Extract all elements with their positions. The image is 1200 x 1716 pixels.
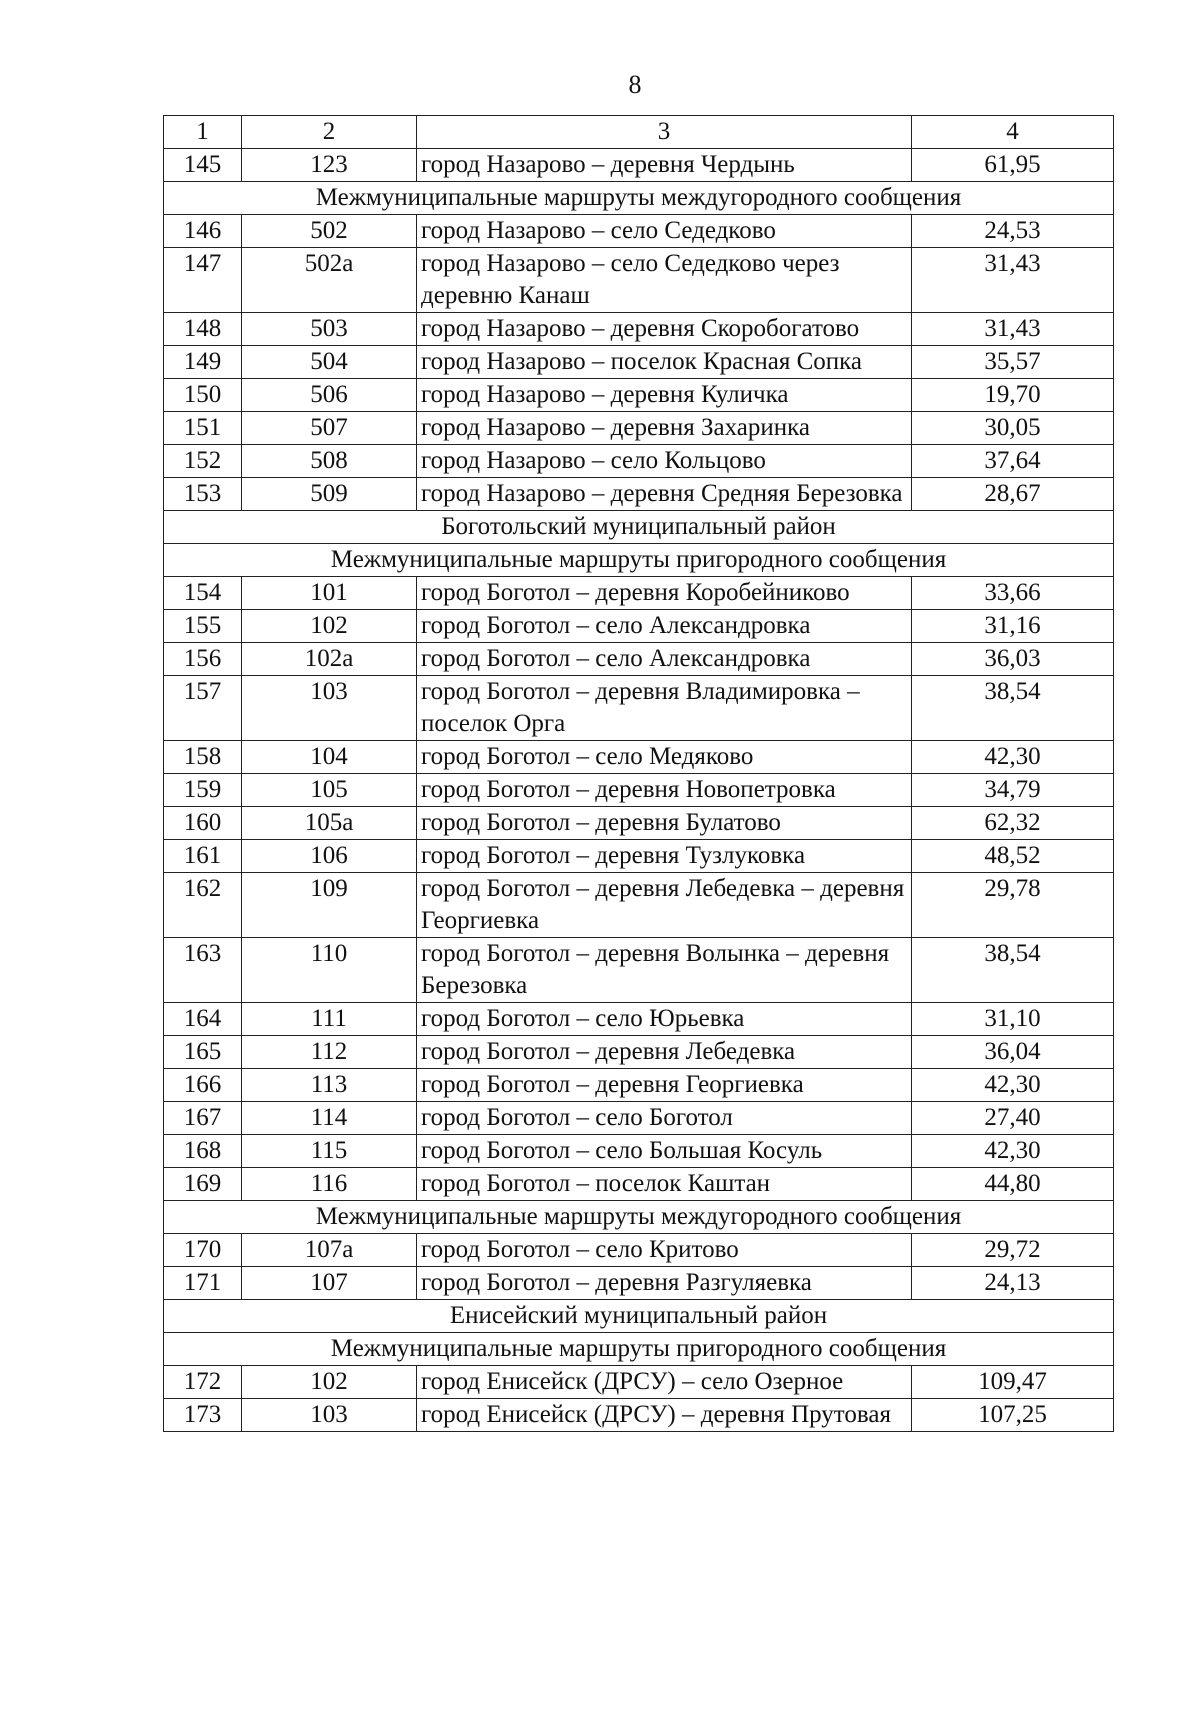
- table-row: [164, 412, 1114, 445]
- distance-cell: 33,66: [912, 577, 1114, 610]
- distance-cell: 31,43: [912, 248, 1114, 313]
- route-name-cell: город Боготол – село Александровка: [417, 643, 912, 676]
- route-name-cell: город Боготол – деревня Владимировка – поселок Орга: [417, 676, 912, 741]
- table-row: [164, 248, 1114, 313]
- route-name-cell: город Боготол – деревня Георгиевка: [417, 1069, 912, 1102]
- section-heading-row: [164, 544, 1114, 577]
- distance-cell: 19,70: [912, 379, 1114, 412]
- row-number-cell: 154: [164, 577, 242, 610]
- route-code-cell: 105: [242, 774, 417, 807]
- distance-cell: 36,04: [912, 1036, 1114, 1069]
- row-number-cell: 169: [164, 1168, 242, 1201]
- route-name-cell: город Боготол – деревня Волынка – деревня Березовка: [417, 938, 912, 1003]
- table-header-row: [164, 116, 1114, 149]
- route-name-cell: город Боготол – деревня Тузлуковка: [417, 840, 912, 873]
- row-number-cell: 172: [164, 1366, 242, 1399]
- table-row: [164, 1234, 1114, 1267]
- distance-cell: 34,79: [912, 774, 1114, 807]
- route-code-cell: 115: [242, 1135, 417, 1168]
- table-row: [164, 643, 1114, 676]
- distance-cell: 24,53: [912, 215, 1114, 248]
- route-code-cell: 116: [242, 1168, 417, 1201]
- table-row: [164, 346, 1114, 379]
- table-row: [164, 1036, 1114, 1069]
- distance-cell: 109,47: [912, 1366, 1114, 1399]
- row-number-cell: 155: [164, 610, 242, 643]
- route-name-cell: город Назарово – деревня Чердынь: [417, 149, 912, 182]
- distance-cell: 28,67: [912, 478, 1114, 511]
- distance-cell: 107,25: [912, 1399, 1114, 1432]
- route-name-cell: город Назарово – село Кольцово: [417, 445, 912, 478]
- route-name-cell: город Назарово – село Седедково: [417, 215, 912, 248]
- route-name-cell: город Назарово – деревня Средняя Березовка: [417, 478, 912, 511]
- distance-cell: 38,54: [912, 676, 1114, 741]
- row-number-cell: 150: [164, 379, 242, 412]
- row-number-cell: 145: [164, 149, 242, 182]
- table-row: [164, 478, 1114, 511]
- header-col-4: 4: [912, 116, 1114, 149]
- section-heading: Боготольский муниципальный район: [164, 511, 1114, 544]
- route-name-cell: город Назарово – деревня Куличка: [417, 379, 912, 412]
- route-name-cell: город Боготол – село Александровка: [417, 610, 912, 643]
- route-code-cell: 123: [242, 149, 417, 182]
- table-row: [164, 313, 1114, 346]
- table-row: [164, 577, 1114, 610]
- row-number-cell: 149: [164, 346, 242, 379]
- table-row: [164, 741, 1114, 774]
- route-code-cell: 507: [242, 412, 417, 445]
- distance-cell: 38,54: [912, 938, 1114, 1003]
- row-number-cell: 171: [164, 1267, 242, 1300]
- table-row: [164, 149, 1114, 182]
- route-code-cell: 107а: [242, 1234, 417, 1267]
- distance-cell: 29,78: [912, 873, 1114, 938]
- distance-cell: 42,30: [912, 741, 1114, 774]
- route-code-cell: 110: [242, 938, 417, 1003]
- row-number-cell: 152: [164, 445, 242, 478]
- row-number-cell: 151: [164, 412, 242, 445]
- distance-cell: 61,95: [912, 149, 1114, 182]
- routes-table-body: [164, 116, 1114, 1432]
- distance-cell: 35,57: [912, 346, 1114, 379]
- route-name-cell: город Боготол – деревня Разгуляевка: [417, 1267, 912, 1300]
- route-code-cell: 509: [242, 478, 417, 511]
- row-number-cell: 159: [164, 774, 242, 807]
- header-col-1: 1: [164, 116, 242, 149]
- route-name-cell: город Боготол – деревня Коробейниково: [417, 577, 912, 610]
- route-code-cell: 107: [242, 1267, 417, 1300]
- route-code-cell: 506: [242, 379, 417, 412]
- table-row: [164, 1399, 1114, 1432]
- route-name-cell: город Назарово – поселок Красная Сопка: [417, 346, 912, 379]
- distance-cell: 44,80: [912, 1168, 1114, 1201]
- distance-cell: 30,05: [912, 412, 1114, 445]
- table-row: [164, 1003, 1114, 1036]
- table-row: [164, 1069, 1114, 1102]
- section-heading-row: [164, 511, 1114, 544]
- section-heading: Межмуниципальные маршруты пригородного сообщения: [164, 544, 1114, 577]
- section-heading: Енисейский муниципальный район: [164, 1300, 1114, 1333]
- table-row: [164, 215, 1114, 248]
- route-code-cell: 102а: [242, 643, 417, 676]
- row-number-cell: 148: [164, 313, 242, 346]
- route-code-cell: 102: [242, 610, 417, 643]
- distance-cell: 31,43: [912, 313, 1114, 346]
- section-heading: Межмуниципальные маршруты междугородного сообщения: [164, 182, 1114, 215]
- table-row: [164, 840, 1114, 873]
- route-code-cell: 112: [242, 1036, 417, 1069]
- distance-cell: 62,32: [912, 807, 1114, 840]
- row-number-cell: 163: [164, 938, 242, 1003]
- header-col-3: 3: [417, 116, 912, 149]
- route-name-cell: город Боготол – деревня Булатово: [417, 807, 912, 840]
- route-code-cell: 106: [242, 840, 417, 873]
- route-code-cell: 102: [242, 1366, 417, 1399]
- row-number-cell: 170: [164, 1234, 242, 1267]
- section-heading: Межмуниципальные маршруты пригородного сообщения: [164, 1333, 1114, 1366]
- row-number-cell: 162: [164, 873, 242, 938]
- route-code-cell: 109: [242, 873, 417, 938]
- row-number-cell: 160: [164, 807, 242, 840]
- row-number-cell: 146: [164, 215, 242, 248]
- row-number-cell: 167: [164, 1102, 242, 1135]
- header-col-2: 2: [242, 116, 417, 149]
- route-code-cell: 504: [242, 346, 417, 379]
- route-name-cell: город Назарово – село Седедково через деревню Канаш: [417, 248, 912, 313]
- route-code-cell: 114: [242, 1102, 417, 1135]
- route-name-cell: город Назарово – деревня Скоробогатово: [417, 313, 912, 346]
- row-number-cell: 173: [164, 1399, 242, 1432]
- table-row: [164, 1366, 1114, 1399]
- distance-cell: 31,16: [912, 610, 1114, 643]
- row-number-cell: 158: [164, 741, 242, 774]
- table-row: [164, 445, 1114, 478]
- row-number-cell: 161: [164, 840, 242, 873]
- table-row: [164, 774, 1114, 807]
- section-heading-row: [164, 1300, 1114, 1333]
- section-heading-row: [164, 182, 1114, 215]
- table-row: [164, 610, 1114, 643]
- route-name-cell: город Боготол – село Большая Косуль: [417, 1135, 912, 1168]
- distance-cell: 48,52: [912, 840, 1114, 873]
- route-code-cell: 104: [242, 741, 417, 774]
- row-number-cell: 168: [164, 1135, 242, 1168]
- page-number: 8: [628, 70, 642, 99]
- table-row: [164, 807, 1114, 840]
- distance-cell: 27,40: [912, 1102, 1114, 1135]
- route-code-cell: 113: [242, 1069, 417, 1102]
- table-row: [164, 676, 1114, 741]
- row-number-cell: 157: [164, 676, 242, 741]
- route-name-cell: город Назарово – деревня Захаринка: [417, 412, 912, 445]
- row-number-cell: 147: [164, 248, 242, 313]
- row-number-cell: 156: [164, 643, 242, 676]
- route-name-cell: город Боготол – село Юрьевка: [417, 1003, 912, 1036]
- route-name-cell: город Боготол – село Боготол: [417, 1102, 912, 1135]
- route-name-cell: город Боготол – деревня Новопетровка: [417, 774, 912, 807]
- row-number-cell: 166: [164, 1069, 242, 1102]
- row-number-cell: 153: [164, 478, 242, 511]
- route-code-cell: 103: [242, 1399, 417, 1432]
- distance-cell: 29,72: [912, 1234, 1114, 1267]
- section-heading: Межмуниципальные маршруты междугородного сообщения: [164, 1201, 1114, 1234]
- section-heading-row: [164, 1333, 1114, 1366]
- route-name-cell: город Енисейск (ДРСУ) – деревня Прутовая: [417, 1399, 912, 1432]
- distance-cell: 31,10: [912, 1003, 1114, 1036]
- route-code-cell: 502: [242, 215, 417, 248]
- table-row: [164, 938, 1114, 1003]
- distance-cell: 37,64: [912, 445, 1114, 478]
- table-row: [164, 873, 1114, 938]
- distance-cell: 36,03: [912, 643, 1114, 676]
- route-name-cell: город Боготол – деревня Лебедевка – деревня Георгиевка: [417, 873, 912, 938]
- route-name-cell: город Енисейск (ДРСУ) – село Озерное: [417, 1366, 912, 1399]
- route-code-cell: 502а: [242, 248, 417, 313]
- route-code-cell: 103: [242, 676, 417, 741]
- route-name-cell: город Боготол – деревня Лебедевка: [417, 1036, 912, 1069]
- distance-cell: 42,30: [912, 1069, 1114, 1102]
- table-row: [164, 1267, 1114, 1300]
- route-code-cell: 101: [242, 577, 417, 610]
- route-name-cell: город Боготол – село Критово: [417, 1234, 912, 1267]
- route-name-cell: город Боготол – поселок Каштан: [417, 1168, 912, 1201]
- section-heading-row: [164, 1201, 1114, 1234]
- row-number-cell: 164: [164, 1003, 242, 1036]
- table-row: [164, 1135, 1114, 1168]
- table-row: [164, 1168, 1114, 1201]
- table-row: [164, 379, 1114, 412]
- route-code-cell: 111: [242, 1003, 417, 1036]
- row-number-cell: 165: [164, 1036, 242, 1069]
- distance-cell: 24,13: [912, 1267, 1114, 1300]
- route-name-cell: город Боготол – село Медяково: [417, 741, 912, 774]
- distance-cell: 42,30: [912, 1135, 1114, 1168]
- route-code-cell: 503: [242, 313, 417, 346]
- route-code-cell: 105а: [242, 807, 417, 840]
- table-row: [164, 1102, 1114, 1135]
- routes-table: [163, 115, 1114, 1432]
- route-code-cell: 508: [242, 445, 417, 478]
